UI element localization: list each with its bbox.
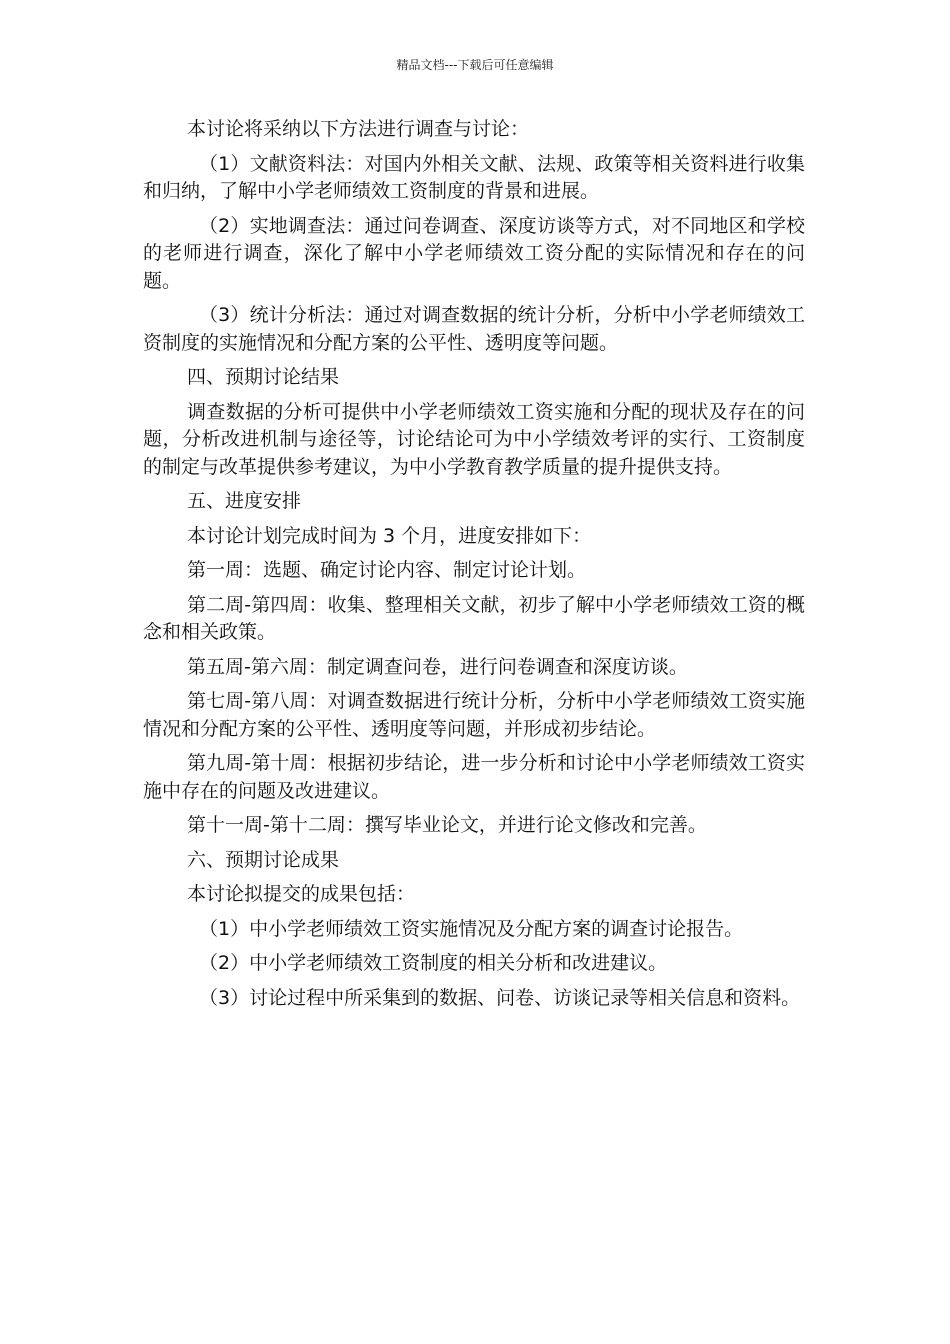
- paragraph-outcomes-intro: 本讨论拟提交的成果包括：: [187, 883, 416, 905]
- document-body: [143, 116, 805, 1012]
- schedule-item-weeks-9-10: 第九周-第十周：根据初步结论，进一步分析和讨论中小学老师绩效工资实施中存在的问题及改进建议。: [143, 752, 805, 802]
- schedule-item-weeks-5-6: 第五周-第六周：制定调查问卷，进行问卷调查和深度访谈。: [187, 655, 688, 678]
- paragraph-expected-results: 调查数据的分析可提供中小学老师绩效工资实施和分配的现状及存在的问题，分析改进机制与途径等，讨论结论可为中小学绩效考评的实行、工资制度的制定与改革提供参考建议，为中小学教育教学质量的提升提供支持。: [143, 400, 805, 478]
- section-heading-expected-outcomes: 六、预期讨论成果: [187, 848, 340, 871]
- section-heading-expected-results: 四、预期讨论结果: [187, 366, 340, 388]
- schedule-item-weeks-11-12: 第十一周-第十二周：撰写毕业论文，并进行论文修改和完善。: [187, 814, 707, 836]
- paragraph-method-field-survey: （2）实地调查法：通过问卷调查、深度访谈等方式，对不同地区和学校的老师进行调查，深化了解中小学老师绩效工资分配的实际情况和存在的问题。: [143, 214, 805, 292]
- outcome-item-3: （3）讨论过程中所采集到的数据、问卷、访谈记录等相关信息和资料。: [199, 986, 801, 1009]
- schedule-item-weeks-2-4: 第二周-第四周：收集、整理相关文献，初步了解中小学老师绩效工资的概念和相关政策。: [143, 593, 805, 643]
- page-header: 精品文档---下载后可任意编辑: [396, 58, 554, 72]
- outcome-item-2: （2）中小学老师绩效工资制度的相关分析和改进建议。: [199, 952, 668, 974]
- outcome-item-1: （1）中小学老师绩效工资实施情况及分配方案的调查讨论报告。: [199, 917, 744, 940]
- paragraph-methods-intro: 本讨论将采纳以下方法进行调查与讨论：: [187, 118, 530, 140]
- schedule-item-week-1: 第一周：选题、确定讨论内容、制定讨论计划。: [187, 559, 587, 581]
- section-heading-schedule: 五、进度安排: [187, 490, 302, 512]
- paragraph-schedule-intro: 本讨论计划完成时间为 3 个月，进度安排如下：: [187, 524, 592, 547]
- paragraph-method-literature: （1）文献资料法：对国内外相关文献、法规、政策等相关资料进行收集和归纳，了解中小学老师绩效工资制度的背景和进展。: [143, 152, 805, 202]
- schedule-item-weeks-7-8: 第七周-第八周：对调查数据进行统计分析，分析中小学老师绩效工资实施情况和分配方案的公平性、透明度等问题，并形成初步结论。: [143, 690, 805, 740]
- paragraph-method-statistics: （3）统计分析法：通过对调查数据的统计分析，分析中小学老师绩效工资制度的实施情况和分配方案的公平性、透明度等问题。: [143, 304, 805, 354]
